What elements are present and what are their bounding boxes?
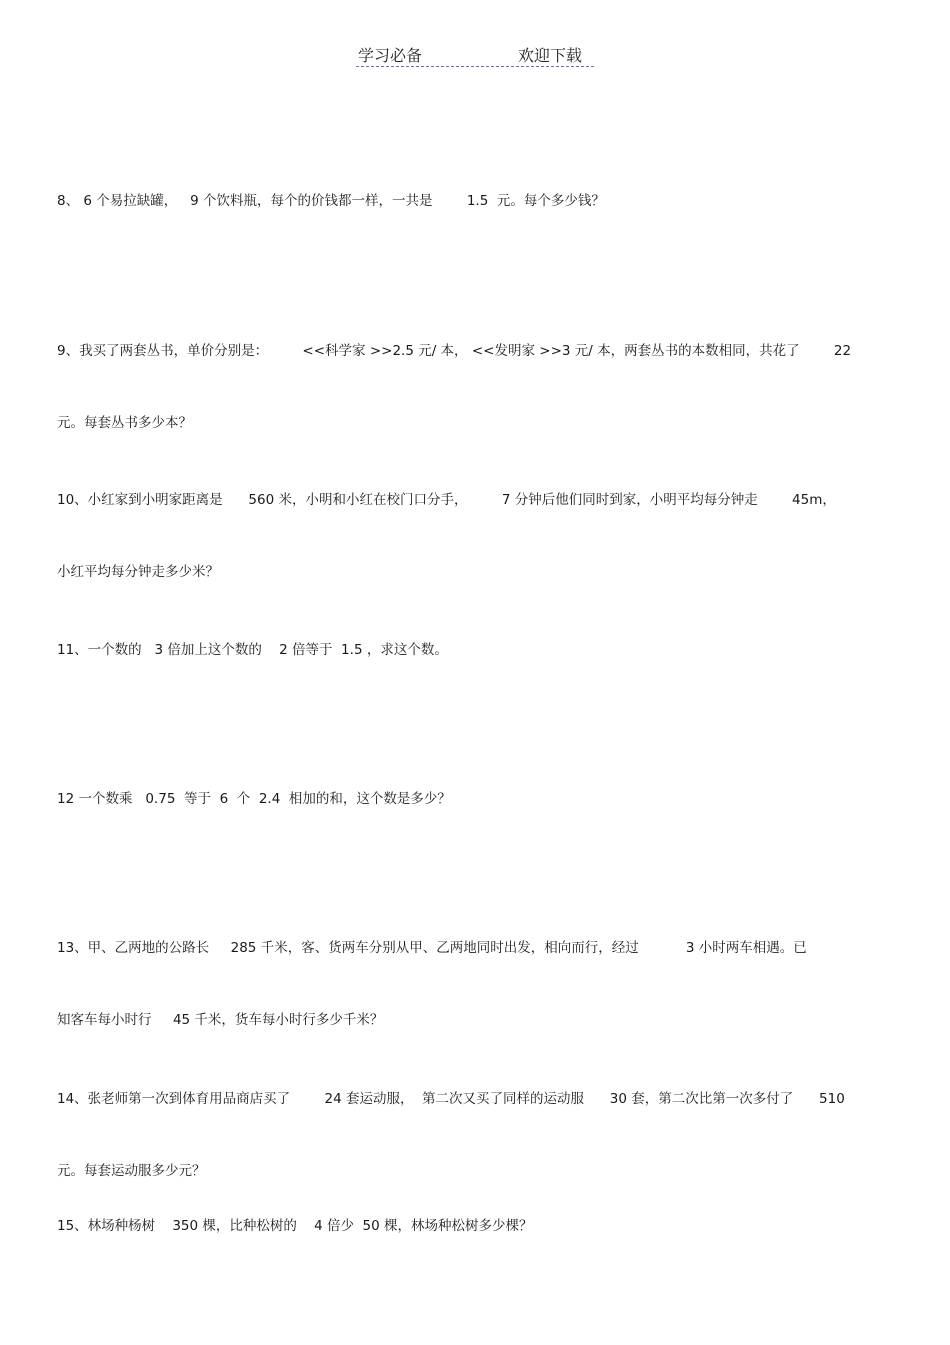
page-header — [356, 40, 594, 67]
question-text: 14、张老师第一次到体育用品商店买了 24 套运动服， 第二次又买了同样的运动服 30 套，第二次比第一次多付了 510 — [57, 1091, 845, 1107]
question-13 — [57, 888, 897, 1056]
question-text: 9、我买了两套丛书，单价分别是： <<科学家 >>2.5 元/ 本， <<发明家 >>3 元/ 本，两套丛书的本数相同，共花了 22 — [57, 343, 852, 359]
question-15 — [57, 1166, 897, 1262]
question-text: 小红平均每分钟走多少米？ — [57, 564, 219, 580]
question-8 — [57, 141, 897, 237]
question-text: 12 一个数乘 0.75 等于 6 个 2.4 相加的和，这个数是多少？ — [57, 791, 451, 807]
question-text: 8、 6 个易拉缺罐， 9 个饮料瓶，每个的价钱都一样，一共是 1.5 元。每个多少钱？ — [57, 193, 605, 209]
question-text: 11、一个数的 3 倍加上这个数的 2 倍等于 1.5 ，求这个数。 — [57, 642, 448, 658]
question-text: 元。每套丛书多少本？ — [57, 415, 192, 431]
question-12 — [57, 739, 897, 835]
question-text: 元。每套运动服多少元？ — [57, 1163, 206, 1179]
question-text: 15、林场种杨树 350 棵，比种松树的 4 倍少 50 棵，林场种松树多少棵？ — [57, 1218, 533, 1234]
question-text: 10、小红家到小明家距离是 560 米，小明和小红在校门口分手， 7 分钟后他们同时到家，小明平均每分钟走 45m， — [57, 492, 836, 508]
question-11 — [57, 590, 897, 686]
question-9 — [57, 291, 897, 459]
question-text: 知客车每小时行 45 千米，货车每小时行多少千米？ — [57, 1012, 384, 1028]
question-10 — [57, 440, 897, 608]
header-right-text: 欢迎下载 — [518, 46, 583, 65]
header-left-text: 学习必备 — [358, 46, 423, 65]
question-text: 13、甲、乙两地的公路长 285 千米，客、货两车分别从甲、乙两地同时出发，相向而行，经过 3 小时两车相遇。已 — [57, 940, 807, 956]
